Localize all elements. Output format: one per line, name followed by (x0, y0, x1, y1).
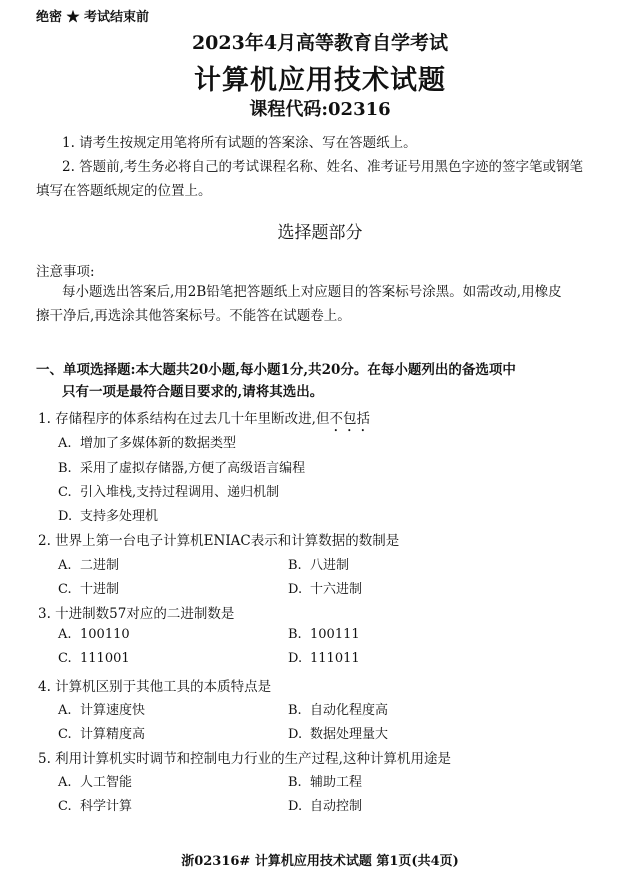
subject-title: 计算机应用技术试题 (194, 65, 446, 96)
question-4-option-d[interactable]: D. 数据处理量大 (288, 727, 389, 742)
section-title: 选择题部分 (277, 223, 363, 243)
question-5-stem: 5. 利用计算机实时调节和控制电力行业的生产过程,这种计算机用途是 (38, 751, 451, 767)
instruction-1: 1. 请考生按规定用笔将所有试题的答案涂、写在答题纸上。 (62, 135, 417, 151)
question-3-option-a[interactable]: A. 100110 (58, 627, 130, 642)
question-2-stem: 2. 世界上第一台电子计算机ENIAC表示和计算数据的数制是 (38, 533, 400, 549)
question-1-option-b[interactable]: B. 采用了虚拟存储器,方便了高级语言编程 (58, 461, 306, 476)
question-2-option-a[interactable]: A. 二进制 (58, 558, 120, 573)
question-3-stem: 3. 十进制数57对应的二进制数是 (38, 606, 235, 622)
course-code-label: 课程代码: (249, 99, 329, 120)
confidential-mark: 绝密 ★ 考试结束前 (36, 10, 150, 25)
question-1-option-d[interactable]: D. 支持多处理机 (58, 509, 159, 524)
course-code: 02316 (328, 99, 391, 120)
page-footer: 浙02316# 计算机应用技术试题 第1页(共4页) (181, 854, 459, 869)
question-2-option-c[interactable]: C. 十进制 (58, 582, 120, 597)
question-1-stem: 1. 存储程序的体系结构在过去几十年里断改进,但不包括 (38, 411, 370, 427)
question-1-option-c[interactable]: C. 引入堆栈,支持过程调用、递归机制 (58, 485, 280, 500)
instruction-2-cont: 填写在答题纸规定的位置上。 (36, 183, 212, 199)
part-heading-line-2: 只有一项是最符合题目要求的,请将其选出。 (62, 384, 324, 400)
question-5-option-c[interactable]: C. 科学计算 (58, 799, 133, 814)
question-1-option-a[interactable]: A. 增加了多媒体新的数据类型 (58, 436, 237, 451)
part-heading-line-1: 一、单项选择题:本大题共20小题,每小题1分,共20分。在每小题列出的备选项中 (36, 362, 516, 378)
question-2-option-d[interactable]: D. 十六进制 (288, 582, 363, 597)
part-heading (36, 359, 516, 403)
notice-label: 注意事项: (36, 264, 95, 280)
question-3-option-c[interactable]: C. 111001 (58, 651, 130, 666)
course-code-line (0, 95, 640, 121)
notice-line-1: 每小题选出答案后,用2B铅笔把答题纸上对应题目的答案标号涂黑。如需改动,用橡皮 (62, 284, 562, 300)
instructions (36, 131, 604, 203)
question-4-option-a[interactable]: A. 计算速度快 (58, 703, 146, 718)
exam-title: 2023年4月高等教育自学考试 (191, 32, 449, 54)
question-5-option-b[interactable]: B. 辅助工程 (288, 775, 363, 790)
question-1-emphasis: 不包括 (329, 411, 370, 427)
question-5-option-d[interactable]: D. 自动控制 (288, 799, 363, 814)
question-4-option-c[interactable]: C. 计算精度高 (58, 727, 146, 742)
question-2-option-b[interactable]: B. 八进制 (288, 558, 350, 573)
question-4-stem: 4. 计算机区别于其他工具的本质特点是 (38, 679, 272, 695)
instruction-2: 2. 答题前,考生务必将自己的考试课程名称、姓名、准考证号用黑色字迹的签字笔或钢笔 (62, 159, 583, 175)
question-5-option-a[interactable]: A. 人工智能 (58, 775, 133, 790)
question-3-option-b[interactable]: B. 100111 (288, 627, 360, 642)
question-3-option-d[interactable]: D. 111011 (288, 651, 360, 666)
notice-text (36, 280, 604, 328)
question-4-option-b[interactable]: B. 自动化程度高 (288, 703, 389, 718)
notice-line-2: 擦干净后,再选涂其他答案标号。不能答在试题卷上。 (36, 308, 351, 324)
